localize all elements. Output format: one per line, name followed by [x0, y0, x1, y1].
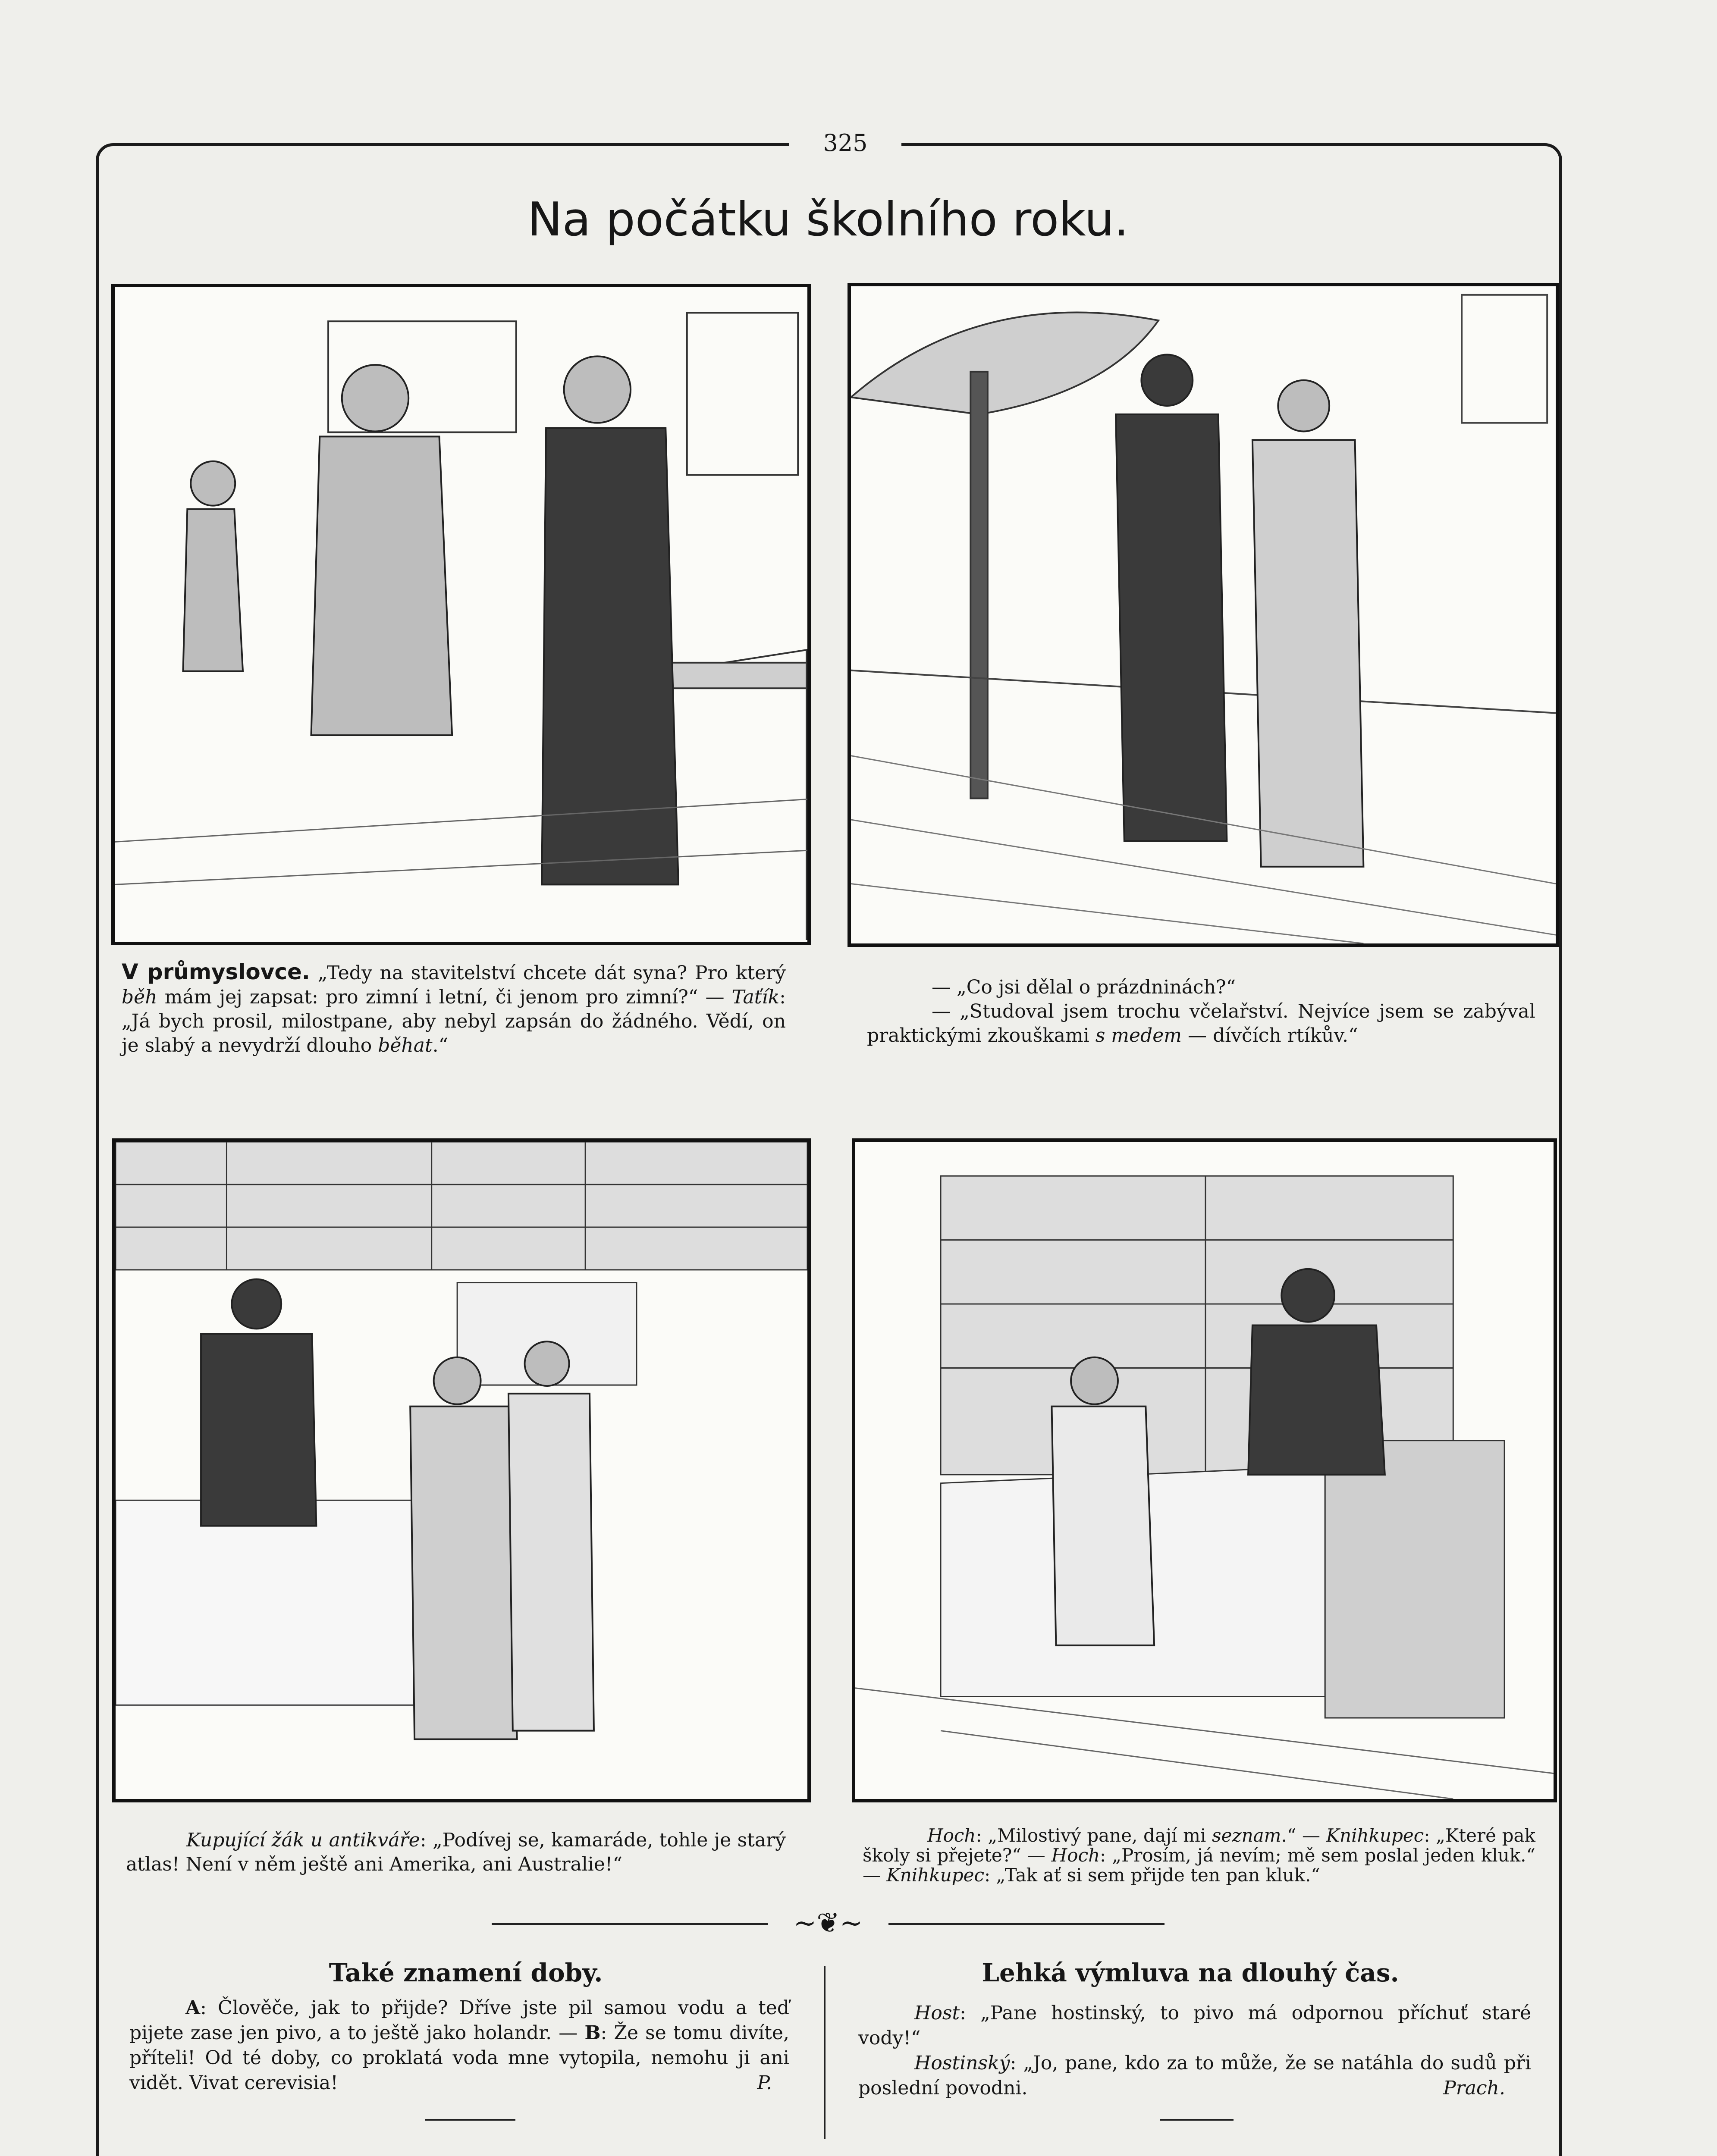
- article-2-body: Host: „Pane hostinský, to pivo má odpornou příchuť staré vody!“ Hostinský: „Jo, pane, kdo za to může, že se natáhla do sudů při poslední povodni. Prach.: [858, 2001, 1531, 2101]
- illustration-panel-4: [852, 1138, 1557, 1802]
- divider-right: [888, 1923, 1165, 1925]
- article-1-title: Také znamení doby.: [329, 1958, 603, 1987]
- article-1-end-rule: [425, 2119, 515, 2121]
- bookseller-illustration: [855, 1142, 1554, 1799]
- page-number: 325: [789, 126, 901, 160]
- illustration-panel-1: [111, 284, 811, 945]
- bookshop-illustration: [116, 1142, 807, 1799]
- article-1-signature: P.: [757, 2072, 772, 2094]
- street-illustration: [851, 286, 1556, 943]
- article-1-body: A: Člověče, jak to přijde? Dříve jste pil samou vodu a teď pijete zase jen pivo, a to ještě jako holandr. — B: Že se tomu divíte, příteli! Od té doby, co proklatá voda mne vytopila, nemohu ji ani vidět. Vivat cerevisia! P.: [129, 1996, 789, 2096]
- office-illustration: [115, 287, 807, 942]
- article-2-title: Lehká výmluva na dlouhý čas.: [982, 1958, 1399, 1987]
- caption-panel-3: Kupující žák u antikváře: „Podívej se, kamaráde, tohle je starý atlas! Není v něm ještě ani Amerika, ani Australie!“: [126, 1829, 786, 1875]
- caption-lead: Kupující žák u antikváře: [186, 1829, 420, 1851]
- column-divider: [824, 1966, 826, 2139]
- illustration-panel-2: [848, 283, 1559, 947]
- divider-left: [492, 1923, 768, 1925]
- article-2-end-rule: [1160, 2119, 1234, 2121]
- illustration-panel-3: [112, 1138, 811, 1802]
- page-title: Na počátku školního roku.: [527, 193, 1129, 247]
- article-2-signature: Prach.: [1443, 2077, 1505, 2099]
- caption-panel-2: — „Co jsi dělal o prázdninách?“ — „Studoval jsem trochu včelařství. Nejvíce jsem se zabýval praktickými zkouškami s medem — dívčích rtíkův.“: [867, 976, 1535, 1047]
- caption-lead: V průmyslovce.: [122, 959, 310, 984]
- caption-panel-1: V průmyslovce. „Tedy na stavitelství chcete dát syna? Pro který běh mám jej zapsat: pro zimní i letní, či jenom pro zimní?“ — Taťík: „Já bych prosil, milostpane, aby nebyl zapsán do žádného. Vědí, on je slabý a nevydrží dlouho běhat.“: [122, 959, 786, 1056]
- caption-panel-4: Hoch: „Milostivý pane, dají mi seznam.“ — Knihkupec: „Které pak školy si přejete?“ — Hoch: „Prosím, já nevím; mě sem poslal jeden kluk.“ — Knihkupec: „Tak ať si sem přijde ten pan kluk.“: [863, 1825, 1536, 1886]
- ornament: ~❦~: [793, 1907, 863, 1939]
